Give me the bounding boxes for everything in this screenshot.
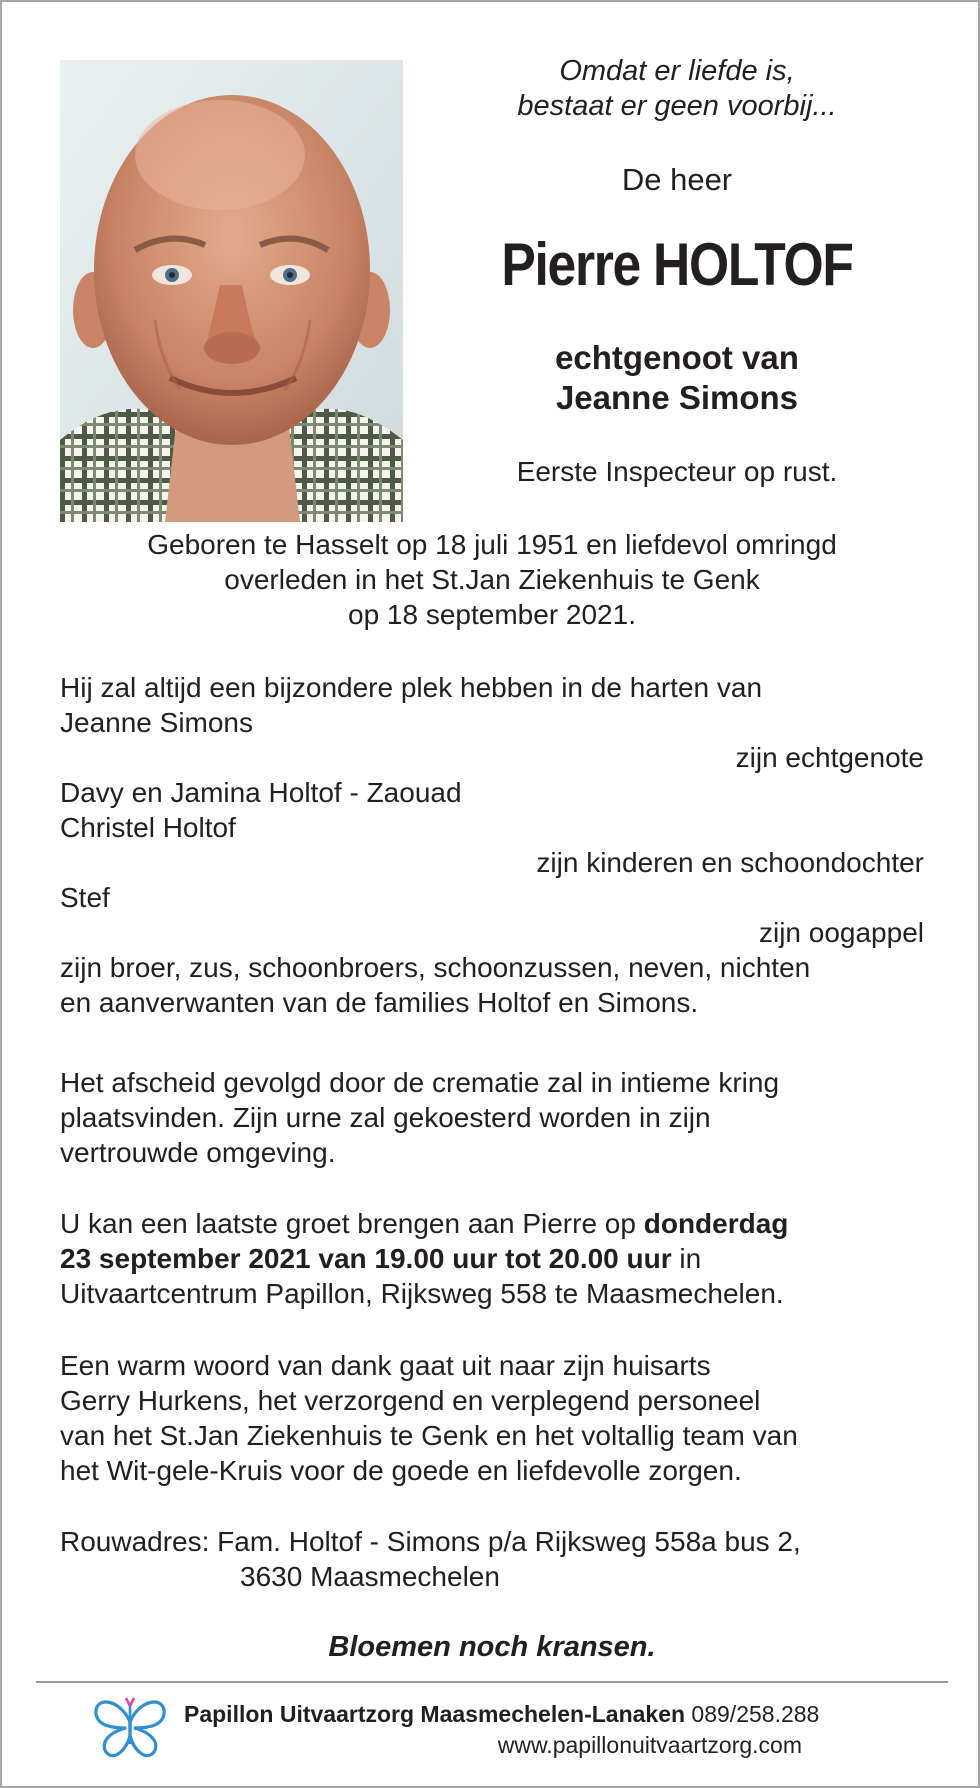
farewell-line-1: Het afscheid gevolgd door de crematie zal in intieme kring (60, 1067, 780, 1098)
family-list (60, 670, 924, 1020)
family-intro: Hij zal altijd een bijzondere plek hebben in de harten van (60, 672, 763, 703)
family-spouse-name: Jeanne Simons (60, 707, 254, 738)
portrait-photo (60, 60, 403, 522)
family-relatives-1: zijn broer, zus, schoonbroers, schoonzussen, neven, nichten (60, 952, 811, 983)
thanks-line-1: Een warm woord van dank gaat uit naar zijn huisarts (60, 1350, 711, 1381)
family-grandchild-role: zijn oogappel (758, 917, 924, 948)
birth-line-1: Geboren te Hasselt op 18 juli 1951 en liefdevol omringd (147, 529, 837, 560)
spouse-line-1: echtgenoot van (555, 339, 799, 376)
footer-divider (36, 1681, 948, 1683)
flowers-note: Bloemen noch kransen. (328, 1631, 656, 1663)
salutation: De heer (621, 162, 733, 197)
butterfly-logo-icon (90, 1692, 170, 1762)
family-relatives-2: en aanverwanten van de families Holtof en Simons. (60, 987, 699, 1018)
family-spouse-role: zijn echtgenote (735, 742, 924, 773)
thanks-line-4: het Wit-gele-Kruis voor de goede en liefdevolle zorgen. (60, 1455, 742, 1486)
footer-phone: 089/258.288 (685, 1701, 820, 1727)
address-line-1: Rouwadres: Fam. Holtof - Simons p/a Rijksweg 558a bus 2, (60, 1526, 801, 1557)
visit-pre-text: U kan een laatste groet brengen aan Pierre op (60, 1208, 644, 1239)
visit-line-2 (60, 1241, 924, 1276)
family-children-1: Davy en Jamina Holtof - Zaouad (60, 777, 462, 808)
thanks-paragraph (60, 1348, 924, 1488)
quote-line-2: bestaat er geen voorbij... (517, 90, 837, 122)
visit-location: Uitvaartcentrum Papillon, Rijksweg 558 te Maasmechelen. (60, 1278, 784, 1309)
visit-line-1 (60, 1206, 924, 1241)
visit-paragraph (60, 1206, 924, 1311)
thanks-line-3: van het St.Jan Ziekenhuis te Genk en het voltallig team van (60, 1420, 798, 1451)
footer-website[interactable]: www.papillonuitvaartzorg.com (497, 1732, 802, 1758)
birth-line-3: op 18 september 2021. (348, 599, 636, 630)
memorial-quote (442, 54, 912, 124)
birth-line-2: overleden in het St.Jan Ziekenhuis te Genk (224, 564, 760, 595)
family-children-2: Christel Holtof (60, 812, 236, 843)
spouse-block (442, 338, 912, 418)
thanks-line-2: Gerry Hurkens, het verzorgend en verplegend personeel (60, 1385, 761, 1416)
profession: Eerste Inspecteur op rust. (516, 456, 838, 487)
farewell-line-3: vertrouwde omgeving. (60, 1137, 336, 1168)
footer-company-line (184, 1699, 819, 1729)
visit-datetime: 23 september 2021 van 19.00 uur tot 20.00 uur (60, 1243, 672, 1274)
farewell-paragraph (60, 1065, 924, 1170)
quote-line-1: Omdat er liefde is, (559, 55, 795, 87)
family-grandchild: Stef (60, 882, 110, 913)
visit-day: donderdag (643, 1208, 789, 1239)
farewell-line-2: plaatsvinden. Zijn urne zal gekoesterd worden in zijn (60, 1102, 711, 1133)
birth-death-info (60, 527, 924, 632)
deceased-name: Pierre HOLTOF (501, 231, 853, 298)
spouse-line-2: Jeanne Simons (555, 379, 799, 416)
family-children-role: zijn kinderen en schoondochter (536, 847, 924, 878)
address-line-2: 3630 Maasmechelen (240, 1561, 500, 1592)
footer-company: Papillon Uitvaartzorg Maasmechelen-Lanaken (184, 1701, 686, 1727)
portrait-illustration (60, 60, 403, 522)
visit-post-text: in (671, 1243, 702, 1274)
